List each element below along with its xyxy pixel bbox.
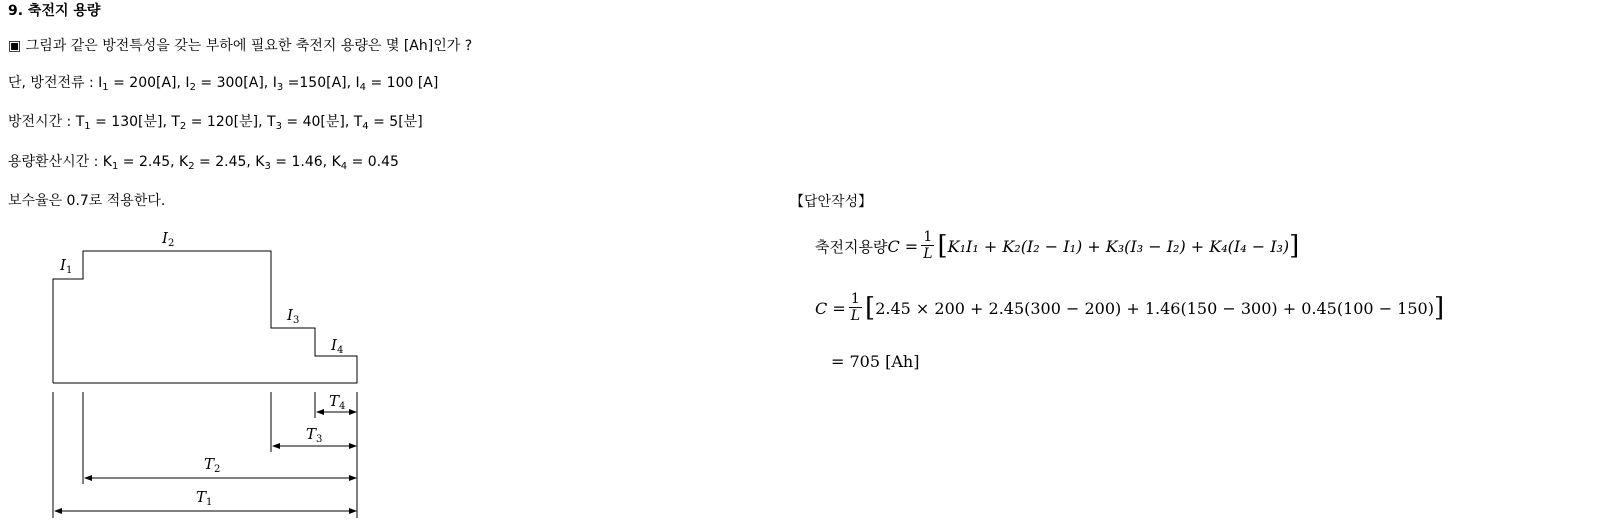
label-i1: $I_1$ [60,256,73,276]
problem-question: ▣ 그림과 같은 방전특성을 갖는 부하에 필요한 축전지 용량은 몇 [Ah]인가 ? [8,38,473,54]
discharge-times-line: 방전시간 : $T_1 = 130$[분], $T_2 = 120$[분], $T_3 = 40$[분], $T_4 = 5$[분] [8,114,423,132]
maintenance-factor: 보수율은 0.7로 적용한다. [8,193,166,209]
formula-substituted: C = $\frac{1}{L}$ [ 2.45 × 200 + 2.45(300 − 200) + 1.46(150 − 300) + 0.45(100 − 150) ] [815,291,1445,324]
problem-title: 9. 축전지 용량 [8,3,101,19]
formula-result: = 705 [Ah] [831,352,920,371]
label-t1: $T_1$ [196,488,213,508]
label-t3: $T_3$ [306,425,323,445]
formula-label: 축전지용량 [815,237,888,256]
currents-prefix: 단, 방전전류 : [8,75,99,91]
label-t4: $T_4$ [329,392,346,412]
calc-lhs: C = [815,298,846,318]
discharge-diagram [0,0,420,529]
formula-fraction: $\frac{1}{L}$ [923,229,933,262]
label-i4: $I_4$ [331,336,344,356]
formula-terms: K₁I₁ + K₂(I₂ − I₁) + K₃(I₃ − I₂) + K₄(I₄ − I₃) [947,236,1290,256]
answer-heading: 【답안작성】 [790,194,873,210]
label-i2: $I_2$ [162,229,175,249]
times-prefix: 방전시간 : [8,114,76,130]
calc-fraction: $\frac{1}{L}$ [850,291,861,324]
discharge-currents-line: 단, 방전전류 : $I_1 = 200[A]$, $I_2 = 300[A]$, $I_3 =150[A]$, $I_4 = 100$ [A] [8,75,439,93]
calc-terms: 2.45 × 200 + 2.45(300 − 200) + 1.46(150 − 300) + 0.45(100 − 150) [875,298,1434,318]
k-prefix: 용량환산시간 : [8,154,103,170]
formula-lhs: C = [887,236,919,256]
label-t2: $T_2$ [204,455,221,475]
load-profile-outline [53,251,357,383]
label-i3: $I_3$ [287,306,300,326]
capacity-conversion-line: 용량환산시간 : $K_1 = 2.45$, $K_2 = 2.45$, $K_3 = 1.46$, $K_4 = 0.45$ [8,154,399,172]
formula-general: 축전지용량 C = $\frac{1}{L}$ [ K₁I₁ + K₂(I₂ − I₁) + K₃(I₃ − I₂) + K₄(I₄ − I₃) ] [815,229,1300,262]
